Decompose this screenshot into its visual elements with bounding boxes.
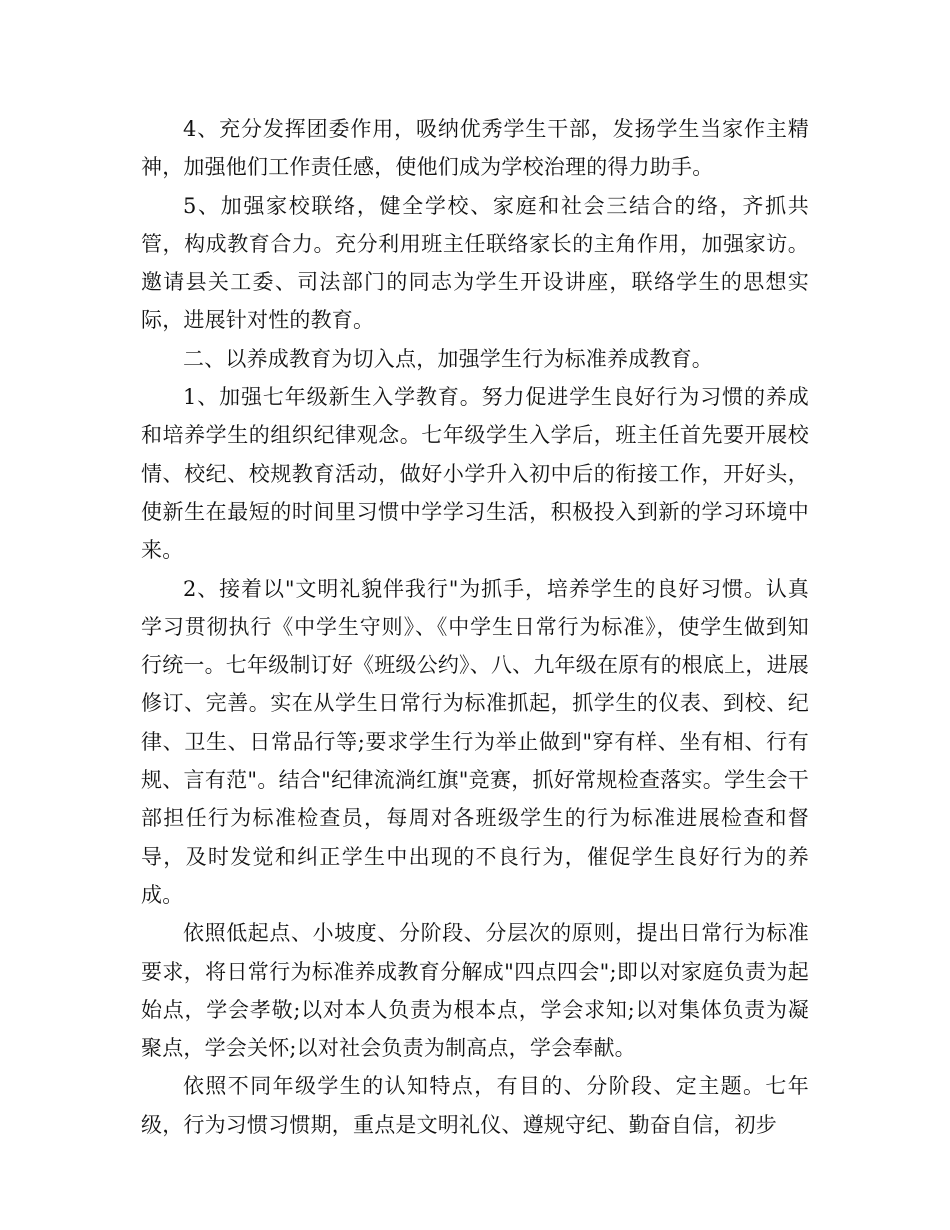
paragraph-item-1: 1、加强七年级新生入学教育。努力促进学生良好行为习惯的养成和培养学生的组织纪律观念。七年级学生入学后，班主任首先要开展校情、校纪、校规教育活动，做好小学升入初中后的衔接工作，开好头，使新生在最短的时间里习惯中学学习生活，积极投入到新的学习环境中来。	[141, 385, 809, 563]
paragraph-item-4: 4、充分发挥团委作用，吸纳优秀学生干部，发扬学生当家作主精神，加强他们工作责任感，使他们成为学校治理的得力助手。	[141, 117, 809, 180]
document-body	[141, 110, 809, 1144]
paragraph-item-2: 2、接着以"文明礼貌伴我行"为抓手，培养学生的良好习惯。认真学习贯彻执行《中学生守则》、《中学生日常行为标准》，使学生做到知行统一。七年级制订好《班级公约》、八、九年级在原有的根底上，进展修订、完善。实在从学生日常行为标准抓起，抓学生的仪表、到校、纪律、卫生、日常品行等;要求学生行为举止做到"穿有样、坐有相、行有规、言有范"。结合"纪律流淌红旗"竞赛，抓好常规检查落实。学生会干部担任行为标准检查员，每周对各班级学生的行为标准进展检查和督导，及时发觉和纠正学生中出现的不良行为，催促学生良好行为的养成。	[141, 576, 809, 907]
paragraph-principles: 依照低起点、小坡度、分阶段、分层次的原则，提出日常行为标准要求，将日常行为标准养成教育分解成"四点四会";即以对家庭负责为起始点，学会孝敬;以对本人负责为根本点，学会求知;以对集体负责为凝聚点，学会关怀;以对社会负责为制高点，学会奉献。	[141, 921, 809, 1061]
paragraph-item-5: 5、加强家校联络，健全学校、家庭和社会三结合的络，齐抓共管，构成教育合力。充分利用班主任联络家长的主角作用，加强家访。邀请县关工委、司法部门的同志为学生开设讲座，联络学生的思想实际，进展针对性的教育。	[141, 193, 809, 333]
paragraph-grade-stages: 依照不同年级学生的认知特点，有目的、分阶段、定主题。七年级，行为习惯习惯期，重点是文明礼仪、遵规守纪、勤奋自信，初步	[141, 1074, 809, 1137]
section-heading-2: 二、以养成教育为切入点，加强学生行为标准养成教育。	[183, 346, 713, 371]
